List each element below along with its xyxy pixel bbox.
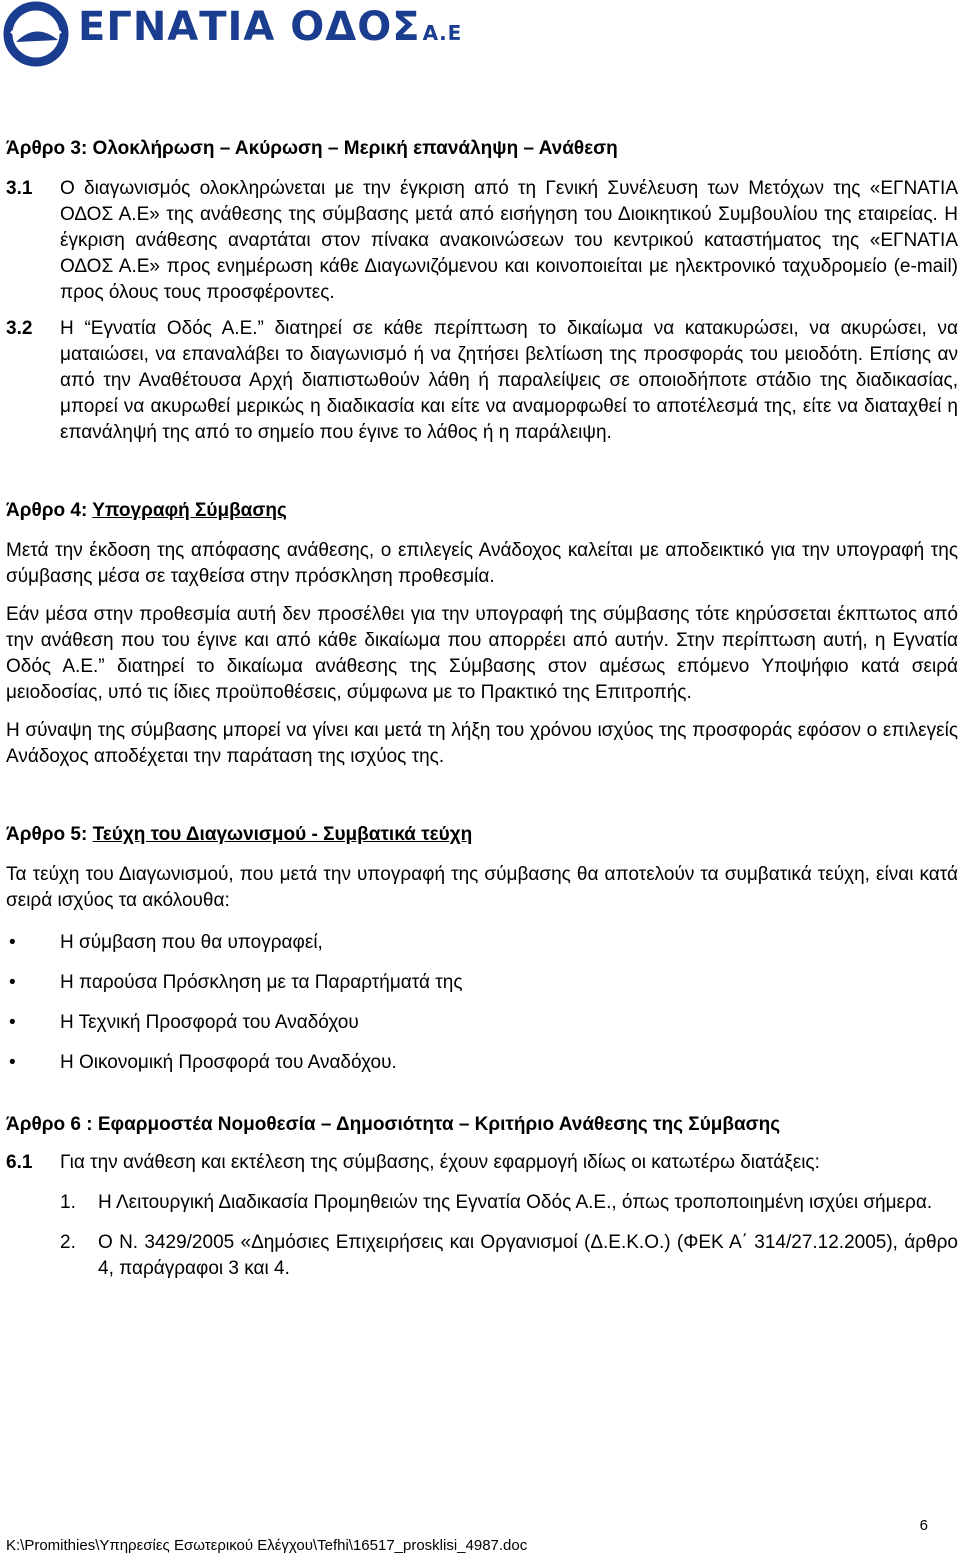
heading-prefix: Άρθρο 5: <box>6 824 88 845</box>
article6-para-1 <box>6 1150 958 1176</box>
logo-suffix: Α.Ε <box>422 21 463 45</box>
list-item <box>60 1230 958 1282</box>
item-number: 1. <box>60 1192 76 1213</box>
item-number: 2. <box>60 1232 76 1253</box>
article4-para-2: Εάν μέσα στην προθεσμία αυτή δεν προσέλθει για την υπογραφή της σύμβασης τότε κηρύσσεται έκπτωτος από την ανάθεση που του έγινε και από κάθε δικαίωμα που απορρέει από αυτήν. Στην περίπτωση αυτή, η Εγνατία Οδός Α.Ε.” διατηρεί το δικαίωμα ανάθεσης της Σύμβασης στον αμέσως επόμενο Υποψήφιο κατά σειρά μειοδοσίας, υπό τις ίδιες προϋποθέσεις, σύμφωνα με το Πρακτικό της Επιτροπής. <box>6 604 958 703</box>
para-text: Η “Εγνατία Οδός Α.Ε.” διατηρεί σε κάθε περίπτωση το δικαίωμα να κατακυρώσει, να ακυρώσει, να ματαιώσει, να επαναλάβει το διαγωνισμό ή να ζητήσει βελτίωση της προσφοράς του μειοδότη. Επίσης αν από την Αναθέτουσα Αρχή διαπιστωθούν λάθη ή παραλείψεις σε οποιοδήποτε στάδιο της διαδικασίας, μπορεί να ακυρωθεί μερικώς η διαδικασία και είτε να αναμορφωθεί το αποτέλεσμά της, είτε να διαταχθεί η επανάληψή της από το σημείο που έγινε το λάθος ή η παράλειψη. <box>60 318 958 443</box>
article4-para-3: Η σύναψη της σύμβασης μπορεί να γίνει και μετά τη λήξη του χρόνου ισχύος της προσφοράς εφόσον ο επιλεγείς Ανάδοχος αποδέχεται την παράταση της ισχύος της. <box>6 720 958 767</box>
article3-para-2 <box>6 316 958 446</box>
logo-name: ΕΓΝΑΤΙΑ ΟΔΟΣ <box>78 4 421 50</box>
contract-documents-list <box>6 930 958 1076</box>
heading-title: Τεύχη του Διαγωνισμού - Συμβατικά τεύχη <box>92 824 473 845</box>
para-text: Για την ανάθεση και εκτέλεση της σύμβασης, έχουν εφαρμογή ιδίως οι κατωτέρω διατάξεις: <box>60 1152 820 1173</box>
article4-para-1: Μετά την έκδοση της απόφασης ανάθεσης, ο επιλεγείς Ανάδοχος καλείται με αποδεικτικό για την υπογραφή της σύμβασης μέσα σε ταχθείσα στην πρόσκληση προθεσμία. <box>6 540 958 587</box>
list-item-text: Η σύμβαση που θα υπογραφεί, <box>60 932 323 953</box>
list-item <box>6 1050 958 1076</box>
para-number: 3.2 <box>6 318 33 339</box>
bullet-icon: • <box>9 1012 16 1033</box>
file-path: K:\Promithies\Υπηρεσίες Εσωτερικού Ελέγχου\Tefhi\16517_prosklisi_4987.doc <box>6 1537 528 1554</box>
list-item-text: Η Οικονομική Προσφορά του Αναδόχου. <box>60 1052 397 1073</box>
list-item-text: Η Τεχνική Προσφορά του Αναδόχου <box>60 1012 359 1033</box>
company-logo <box>0 0 470 70</box>
list-item <box>6 970 958 996</box>
item-text: Ο Ν. 3429/2005 «Δημόσιες Επιχειρήσεις και Οργανισμοί (Δ.Ε.Κ.Ο.) (ΦΕΚ Α΄ 314/27.12.2005), άρθρο 4, παράγραφοι 3 και 4. <box>98 1232 958 1279</box>
page-number: 6 <box>919 1517 928 1534</box>
heading-prefix: Άρθρο 4: <box>6 500 88 521</box>
list-item <box>6 1010 958 1036</box>
article3-para-1 <box>6 176 958 306</box>
article5-intro: Τα τεύχη του Διαγωνισμού, που μετά την υπογραφή της σύμβασης θα αποτελούν τα συμβατικά τεύχη, είναι κατά σειρά ισχύος τα ακόλουθα: <box>6 864 958 911</box>
list-item <box>60 1190 958 1216</box>
article6-heading: Άρθρο 6 : Εφαρμοστέα Νομοθεσία – Δημοσιότητα – Κριτήριο Ανάθεσης της Σύμβασης <box>6 1114 781 1135</box>
egnatia-logo-icon <box>2 0 72 70</box>
legislation-list <box>6 1190 958 1282</box>
para-text: Ο διαγωνισμός ολοκληρώνεται με την έγκριση από τη Γενική Συνέλευση των Μετόχων της «ΕΓΝΑΤΙΑ ΟΔΟΣ Α.Ε» της ανάθεσης της σύμβασης μετά από εισήγηση του Διοικητικού Συμβουλίου της εταιρείας. Η έγκριση ανάθεσης αναρτάται στον πίνακα ανακοινώσεων του κεντρικού καταστήματος της «ΕΓΝΑΤΙΑ ΟΔΟΣ Α.Ε» προς ενημέρωση κάθε Διαγωνιζόμενου και κοινοποιείται με ηλεκτρονικό ταχυδρομείο (e-mail) προς όλους τους προσφέροντες. <box>60 178 958 303</box>
logo-wordmark <box>78 4 462 50</box>
item-text: Η Λειτουργική Διαδικασία Προμηθειών της Εγνατία Οδός Α.Ε., όπως τροποποιημένη ισχύει σήμερα. <box>98 1192 933 1213</box>
bullet-icon: • <box>9 1052 16 1073</box>
document-body <box>6 136 958 1296</box>
article3-heading: Άρθρο 3: Ολοκλήρωση – Ακύρωση – Μερική επανάληψη – Ανάθεση <box>6 138 618 159</box>
heading-title: Υπογραφή Σύμβασης <box>92 500 287 521</box>
para-number: 3.1 <box>6 178 33 199</box>
bullet-icon: • <box>9 932 16 953</box>
article5-heading <box>6 822 958 848</box>
list-item <box>6 930 958 956</box>
list-item-text: Η παρούσα Πρόσκληση με τα Παραρτήματά της <box>60 972 463 993</box>
para-number: 6.1 <box>6 1152 33 1173</box>
article4-heading <box>6 498 958 524</box>
bullet-icon: • <box>9 972 16 993</box>
